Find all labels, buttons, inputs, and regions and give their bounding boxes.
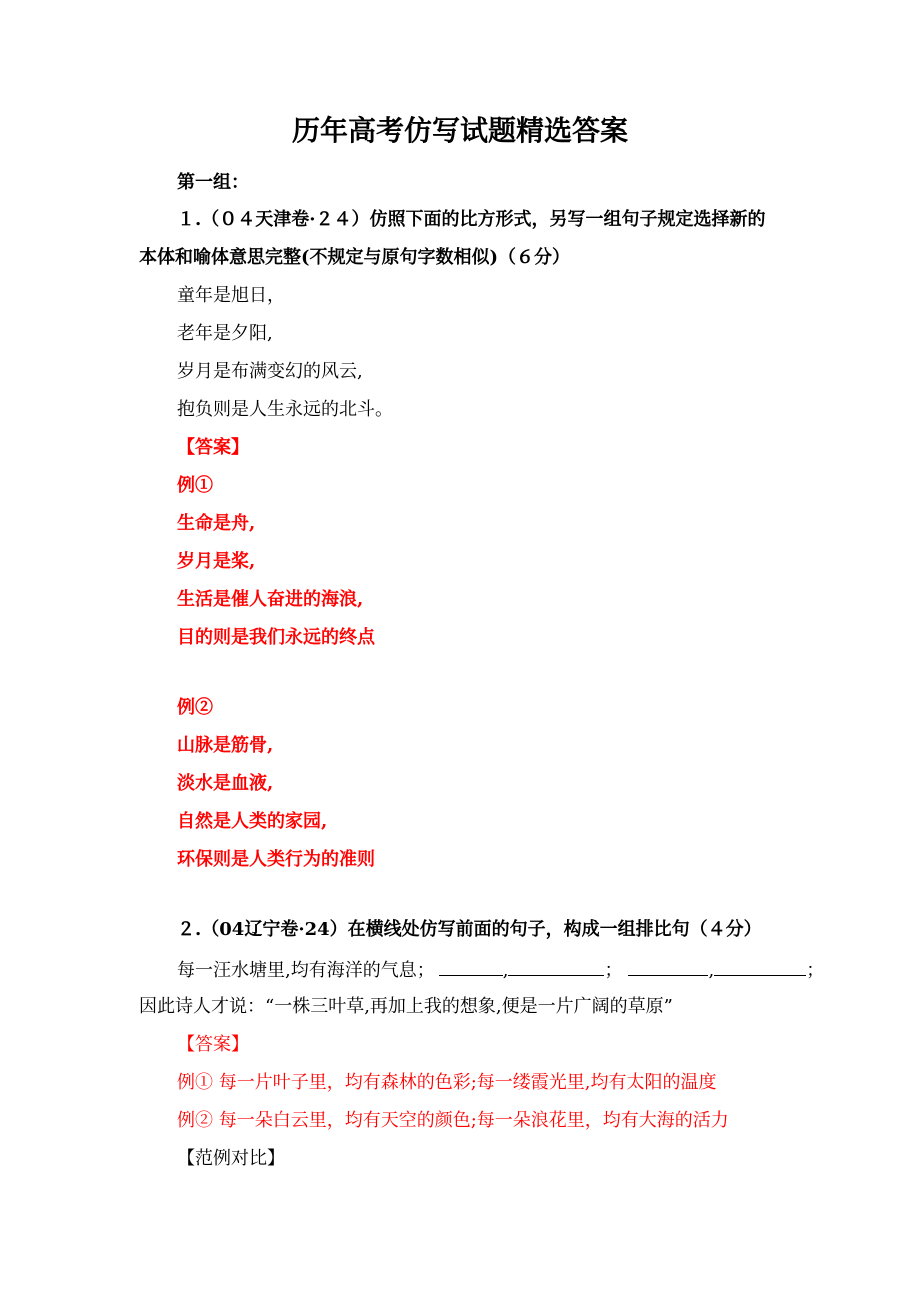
fill-blank[interactable] [439, 957, 503, 976]
group1-label: 第一组： [177, 172, 249, 193]
q1-sample-line: 童年是旭日， [177, 285, 285, 306]
fill-blank[interactable] [508, 957, 604, 976]
q1-example2-line: 山脉是筋骨, [177, 735, 274, 756]
q2-answer2: 例② 每一朵白云里，均有天空的颜色;每一朵浪花里，均有大海的活力 [177, 1110, 729, 1131]
q2-contrast-label: 【范例对比】 [177, 1148, 285, 1169]
q1-example2-label: 例② [177, 697, 213, 718]
q2-line2: 因此诗人才说：“一株三叶草,再加上我的想象,便是一片广阔的草原” [139, 996, 673, 1017]
q1-sample-line: 老年是夕阳, [177, 323, 273, 344]
q2-separator: ； [604, 960, 623, 981]
q1-stem-line2: 本体和喻体意思完整(不规定与原句字数相似)（６分） [139, 247, 571, 268]
q1-example2-line: 淡水是血液, [177, 773, 274, 794]
page-title: 历年高考仿写试题精选答案 [291, 114, 628, 147]
q1-sample-line: 抱负则是人生永远的北斗。 [177, 399, 393, 420]
q2-separator: , [708, 960, 715, 981]
q2-separator: ； [806, 960, 825, 981]
q1-stem-line1: １.（０４天津卷·２４）仿照下面的比方形式，另写一组句子规定选择新的 [177, 209, 766, 230]
q1-example2-line: 自然是人类的家园, [177, 811, 328, 832]
fill-blank[interactable] [628, 957, 708, 976]
q1-sample-line: 岁月是布满变幻的风云, [177, 361, 363, 382]
q2-separator: , [502, 960, 509, 981]
q2-line1-text: 每一汪水塘里,均有海洋的气息； [177, 960, 435, 981]
q1-example1-line: 目的则是我们永远的终点 [177, 627, 375, 648]
q1-example1-line: 生命是舟, [177, 513, 256, 534]
q1-answer-label: 【答案】 [177, 437, 249, 458]
q1-example1-line: 岁月是桨, [177, 551, 256, 572]
q1-example1-line: 生活是催人奋进的海浪, [177, 589, 364, 610]
q2-fill-line [177, 957, 824, 983]
q2-stem: ２.（04辽宁卷·24）在横线处仿写前面的句子，构成一组排比句（４分） [177, 919, 762, 940]
q2-answer1: 例① 每一片叶子里，均有森林的色彩;每一缕霞光里,均有太阳的温度 [177, 1072, 717, 1093]
q1-example2-line: 环保则是人类行为的准则 [177, 849, 375, 870]
q2-answer-label: 【答案】 [177, 1034, 249, 1055]
fill-blank[interactable] [714, 957, 806, 976]
q1-example1-label: 例① [177, 475, 213, 496]
